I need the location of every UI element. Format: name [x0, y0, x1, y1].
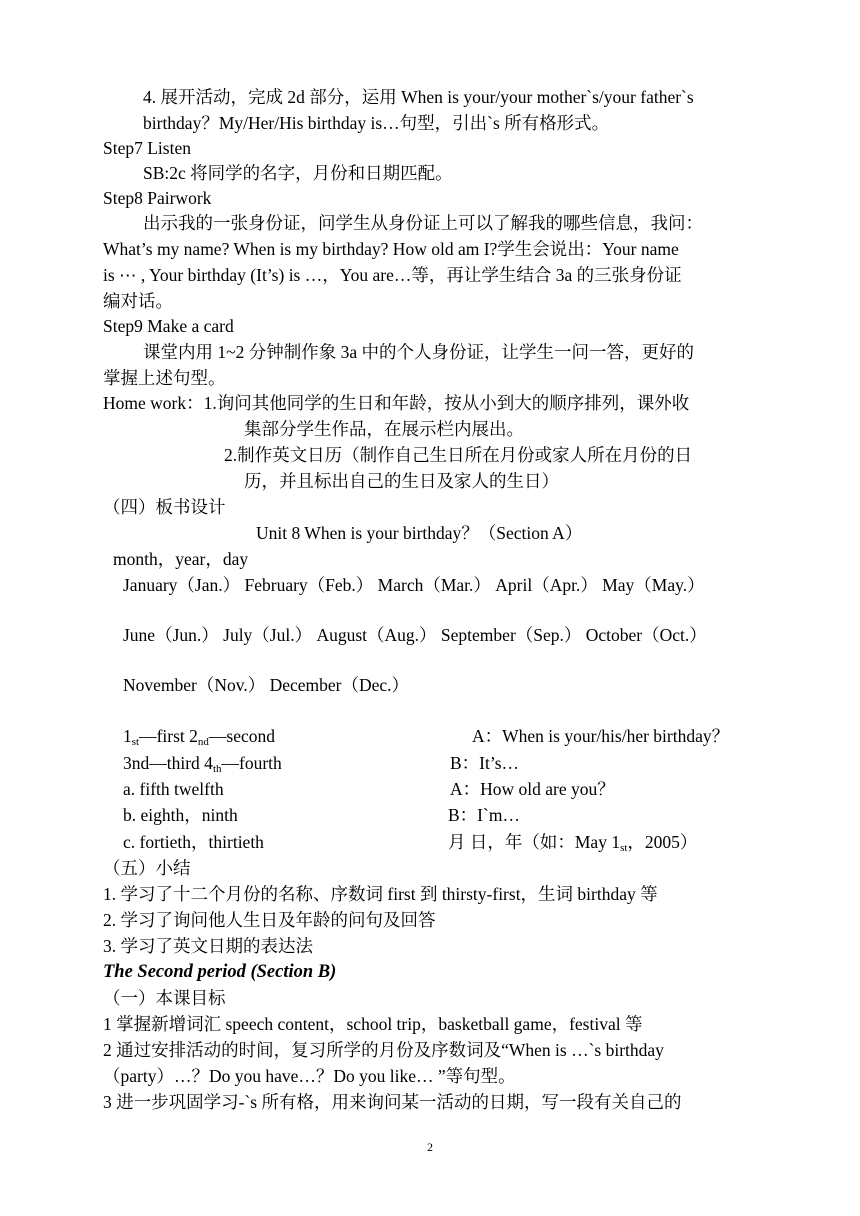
section-heading: （四）板书设计: [103, 497, 226, 517]
homework-line: 集部分学生作品，在展示栏内展出。: [244, 419, 524, 439]
board-line: 3nd—third $4_{th}—fourth$: [123, 753, 282, 775]
period-heading: The Second period (Section B): [103, 962, 337, 982]
section-heading: （五）小结: [103, 858, 191, 878]
text-line: 出示我的一张身份证，问学生从身份证上可以了解我的哪些信息，我问：: [143, 213, 703, 233]
board-line: month，year，day: [113, 549, 249, 569]
homework-line: 历，并且标出自己的生日及家人的生日）: [244, 471, 559, 491]
homework-line: 2.制作英文日历（制作自己生日所在月份或家人所在月份的日: [224, 445, 693, 465]
homework-line: Home work：1.询问其他同学的生日和年龄，按从小到大的顺序排列，课外收: [103, 393, 690, 413]
text-line: is ⋯ , Your birthday (It’s) is …，You are…等，再让学生结合 3a 的三张身份证: [103, 265, 682, 285]
board-line: November（Nov.） December（Dec.）: [123, 675, 410, 695]
step-heading: Step7 Listen: [103, 138, 191, 158]
objective-item: 1 掌握新增词汇 speech content，school trip，basketball game，festival 等: [103, 1014, 643, 1034]
page-number: 2: [427, 1140, 433, 1154]
board-dialogue-line: A：How old are you？: [450, 779, 615, 799]
summary-item: 2. 学习了询问他人生日及年龄的问句及回答: [103, 910, 436, 930]
board-line: June（Jun.） July（Jul.） August（Aug.） September（Sep.） October（Oct.）: [123, 625, 707, 645]
summary-item: 1. 学习了十二个月份的名称、序数词 first 到 thirsty-first，生词 birthday 等: [103, 884, 658, 904]
text-line: 编对话。: [103, 291, 173, 311]
text-line: 课堂内用 1~2 分钟制作象 3a 中的个人身份证，让学生一问一答，更好的: [143, 342, 694, 362]
text-line: 掌握上述句型。: [103, 368, 226, 388]
objective-item: 2 通过安排活动的时间，复习所学的月份及序数词及“When is …`s birthday: [103, 1040, 664, 1060]
text-line: 4. 展开活动，完成 2d 部分，运用 When is your/your mother`s/your father`s: [143, 87, 694, 107]
text-line: What’s my name? When is my birthday? How old am I?学生会说出：Your name: [103, 239, 679, 259]
step-heading: Step8 Pairwork: [103, 188, 212, 208]
board-title: Unit 8 When is your birthday？（Section A）: [256, 523, 583, 543]
board-line: a. fifth twelfth: [123, 779, 224, 799]
board-line: b. eighth，ninth: [123, 805, 238, 825]
section-heading: （一）本课目标: [103, 988, 226, 1008]
board-line: c. fortieth，thirtieth: [123, 832, 264, 852]
board-dialogue-line: A：When is your/his/her birthday？: [472, 726, 730, 746]
objective-item: 3 进一步巩固学习-`s 所有格，用来询问某一活动的日期，写一段有关自己的: [103, 1092, 682, 1112]
board-dialogue-line: B：I`m…: [448, 805, 520, 825]
board-dialogue-line: 月 日，年（如：May $1_{st}$，2005）: [448, 832, 698, 854]
objective-item: （party）…？Do you have…？Do you like… ”等句型。: [103, 1066, 516, 1086]
board-line: $1_{st}—first$ $2_{nd}—second$: [123, 726, 276, 748]
board-line: January（Jan.） February（Feb.） March（Mar.） April（Apr.） May（May.）: [123, 575, 705, 595]
text-line: SB:2c 将同学的名字，月份和日期匹配。: [143, 163, 453, 183]
step-heading: Step9 Make a card: [103, 316, 234, 336]
board-dialogue-line: B：It’s…: [450, 753, 520, 773]
text-line: birthday？My/Her/His birthday is…句型，引出`s 所有格形式。: [143, 113, 610, 133]
summary-item: 3. 学习了英文日期的表达法: [103, 936, 313, 956]
